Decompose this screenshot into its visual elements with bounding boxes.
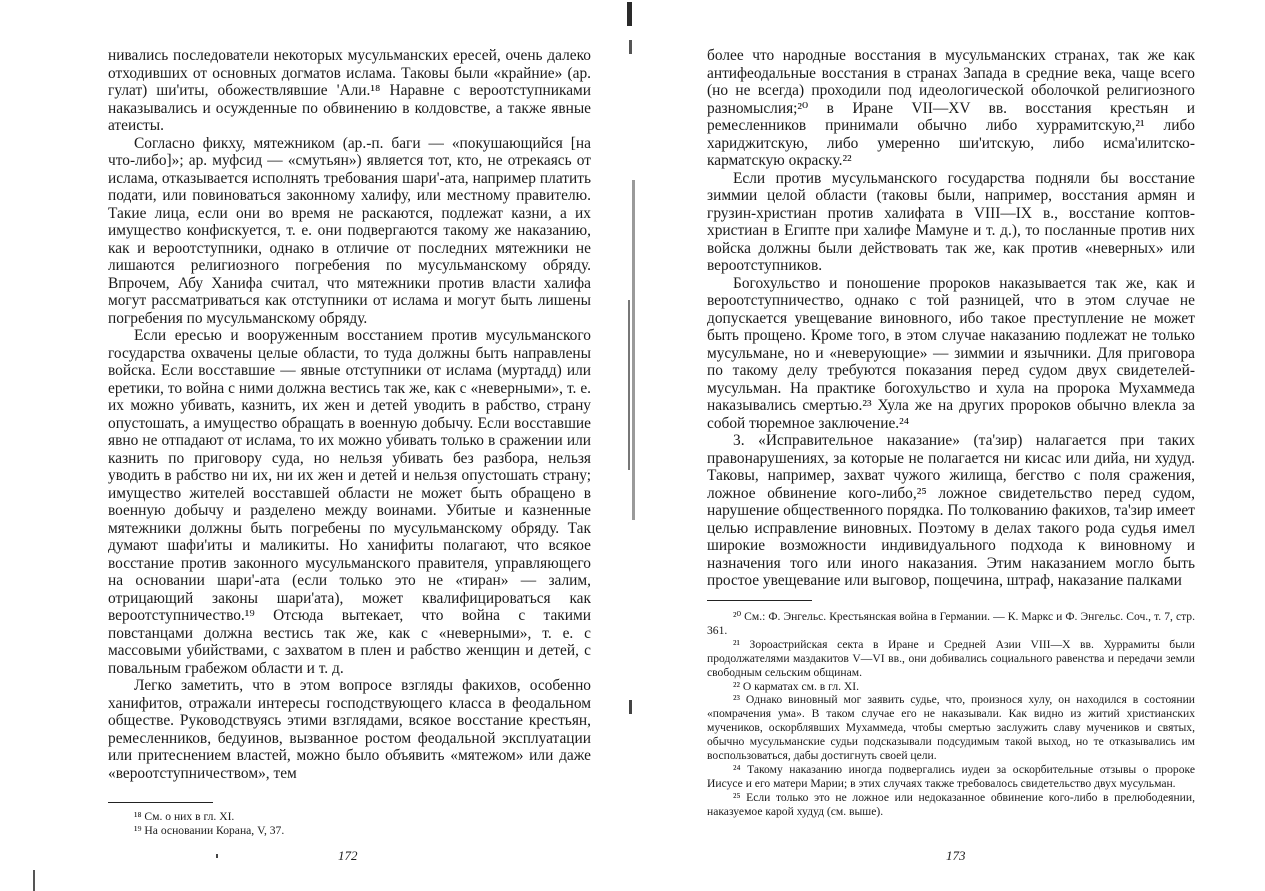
footnote-divider [108,802,213,803]
right-page [632,0,1265,891]
footnote: ²⁰ См.: Ф. Энгельс. Крестьянская война в Германии. — К. Маркс и Ф. Энгельс. Соч., т. 7, стр. 361. [707,610,1195,637]
footnote: ²⁴ Такому наказанию иногда подвергались иудеи за оскорбительные отзывы о пророке Иисусе и его матери Марии; в этих случаях также требовалось свидетельство двух мусульман. [707,762,1195,790]
footnote: ²¹ Зороастрийская секта в Иране и Средней Азии VIII—X вв. Хуррамиты были продолжателями маздакитов V—VI вв., они добивались социального равенства и передачи земли свободным сельским общинам. [707,637,1195,679]
paragraph: более что народные восстания в мусульманских странах, так же как антифеодальные восстания в странах Запада в средние века, чаще всего (но не всегда) проходили под идеологической оболочкой религиозного разномыслия;²⁰ в Иране VII—XV вв. восстания крестьян и ремесленников принимали обычно либо хуррамитскую,²¹ либо хариджитскую, либо умеренно ши'итскую, либо исма'илитско-карматскую окраску.²² [707,47,1195,169]
paragraph: нивались последователи некоторых мусульманских ересей, очень далеко отходивших от основных догматов ислама. Таковы были «крайние» (ар. гулат) ши'иты, обожествлявшие 'Али.¹⁸ Наравне с вероотступниками наказывались и осужденные по обвинению в колдовстве, а также явные атеисты. [108,47,591,134]
footnote: ¹⁹ На основании Корана, V, 37. [134,823,285,837]
footnote: ²⁵ Если только это не ложное или недоказанное обвинение кого-либо в прелюбодеянии, наказуемое карой худуд (см. выше). [707,790,1195,818]
gutter-scan-shadow [632,180,635,520]
left-page-footnotes [108,810,591,838]
gutter-scan-shadow [627,2,632,26]
paragraph: Богохульство и поношение пророков наказывается так же, как и вероотступничество, однако с той разницей, что в этом случае не допускается увещевание виновного, ибо такое преступление не может быть прощено. Кроме того, в этом случае наказанию подлежат не только мусульмане, но и «неверующие» — зиммии и язычники. Для приговора по такому делу требуются показания перед судом двух свидетелей-мусульман. На практике богохульство и хула на пророка Мухаммеда наказывались смертью.²³ Хула же на других пророков обычно влекла за собой тюремное заключение.²⁴ [707,274,1195,432]
scan-speck [216,854,218,858]
footnote: ¹⁸ См. о них в гл. XI. [134,810,235,823]
page-number: 172 [338,848,358,863]
paragraph: Если ересью и вооруженным восстанием против мусульманского государства охвачены целые области, то туда должны быть направлены войска. Если восставшие — явные отступники от ислама (муртадд) или еретики, то война с ними должна вестись так же, как с «неверными», т. е. их можно убивать, казнить, их жен и детей уводить в рабство, страну опустошать, а имущество обращать в военную добычу. Если восставшие явно не отпадают от ислама, то их можно убивать только в сражении или казнить по приговору суда, но нельзя убивать без разбора, нельзя уводить в рабство ни их, ни их жен и детей и нельзя опустошать страну; имущество жителей восставшей области не может быть обращено в военную добычу и разделено между воинами. Убитые и казненные мятежники должны быть погребены по мусульманскому обряду. Так думают шафи'иты и маликиты. Но ханифиты полагают, что всякое восстание против законного мусульманского правителя, управляющего на основании шари'-ата (если только это не «тиран» — залим, отрицающий законы шари'ата), может квалифицироваться как вероотступничество.¹⁹ Отсюда вытекает, что война с такими повстанцами должна вестись так же, как с «неверными», т. е. с массовыми убийствами, с захватом в плен и рабство женщин и детей, с повальным грабежом области и т. д. [108,327,591,677]
footnote: ²³ Однако виновный мог заявить судье, что, произнося хулу, он находился в состоянии «помрачения ума». В таком случае его не наказывали. Как видно из житий христианских мучеников, оскорблявших Мухаммеда, чтобы смертью заслужить славу мучеников и святых, обычно мусульманские судьи подсказывали подсудимым такой выход, но те отказывались им воспользоваться, дабы достигнуть своей цели. [707,693,1195,763]
paragraph: Если против мусульманского государства подняли бы восстание зиммии целой области (таковы были, например, восстания армян и грузин-христиан против халифата в VIII—IX в., восстание коптов-христиан в Египте при халифе Мамуне и т. д.), то посланные против них войска должны были действовать так же, как против «неверных» или вероотступников. [707,169,1195,274]
gutter-scan-shadow [628,300,630,470]
gutter-scan-shadow [629,700,632,714]
paragraph: Легко заметить, что в этом вопросе взгляды факихов, особенно ханифитов, отражали интересы господствующего класса в феодальном обществе. Руководствуясь этими взглядами, всякое восстание крестьян, ремесленников, бедуинов, вызванное ростом феодальной эксплуатации или притеснением властей, можно было объявить «мятежом» или даже «вероотступничеством», тем [108,677,591,782]
page-number: 173 [946,848,966,863]
footnote-divider [707,600,812,601]
paragraph: 3. «Исправительное наказание» (та'зир) налагается при таких правонарушениях, за которые не полагается ни кисас или дийа, ни худуд. Таковы, например, захват чужого жилища, бегство с поля сражения, ложное обвинение кого-либо,²⁵ ложное свидетельство перед судом, нарушение общественного порядка. По толкованию факихов, та'зир имеет целью исправление виновных. Поэтому в делах такого рода судья имел широкие возможности индивидуального подхода к виновному и назначения того или иного наказания. Этим наказанием могло быть простое увещевание или выговор, пощечина, штраф, наказание палками [707,432,1195,589]
paragraph: Согласно фикху, мятежником (ар.-п. баги — «покушающийся [на что-либо]»; ар. муфсид — «смутьян») является тот, кто, не отрекаясь от ислама, отказывается исполнять требования шари'-ата, например платить подати, или повиноваться законному халифу, или местному правителю. Такие лица, если они во время не раскаются, подлежат казни, а их имущество конфискуется, т. е. они подвергаются такому же наказанию, как и вероотступники, однако в отличие от последних мятежники не лишаются религиозного погребения по мусульманскому обряду. Впрочем, Абу Ханифа считал, что мятежники против власти халифа могут рассматриваться как отступники от ислама и могут быть лишены погребения по мусульманскому обряду. [108,134,591,327]
right-page-footnotes [707,610,1195,819]
right-page-body [707,47,1195,590]
gutter-scan-shadow [629,40,632,54]
left-page [0,0,632,891]
scan-edge-mark [33,870,35,891]
left-page-body [108,47,591,782]
footnote: ²² О карматах см. в гл. XI. [733,679,860,693]
